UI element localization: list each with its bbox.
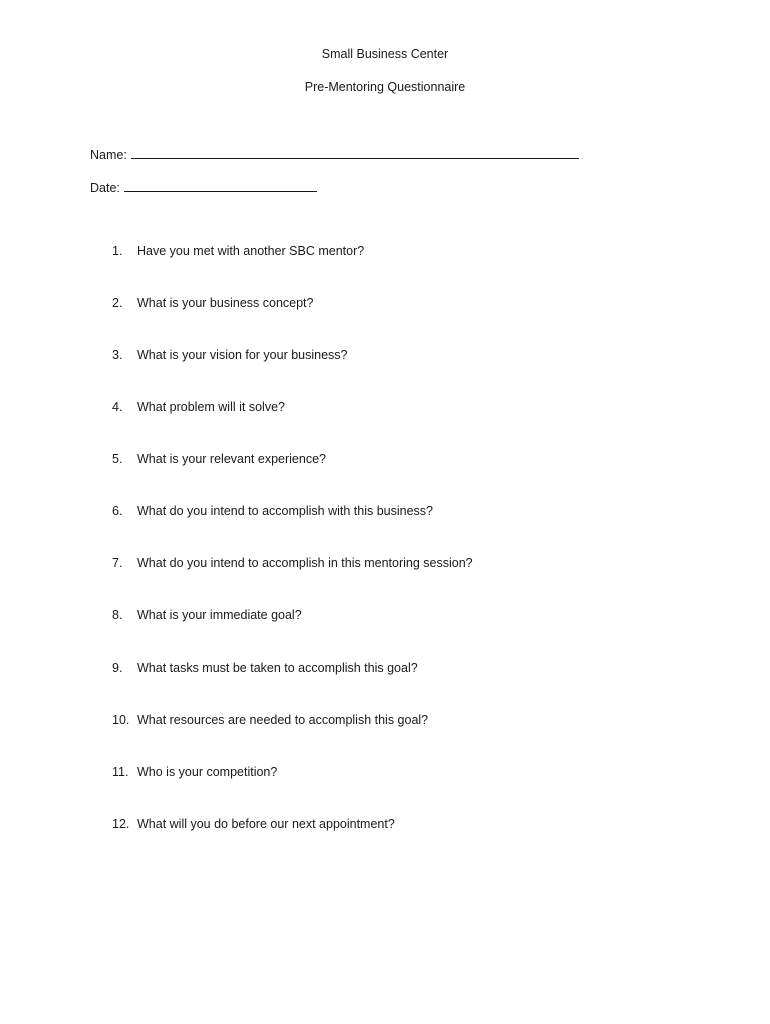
question-item (0, 400, 700, 420)
question-item (0, 817, 700, 837)
question-item (0, 452, 700, 472)
question-text: What is your relevant experience? (137, 452, 326, 466)
question-text: What is your immediate goal? (137, 608, 302, 622)
question-text: What do you intend to accomplish with this business? (137, 504, 433, 518)
question-text: What tasks must be taken to accomplish this goal? (137, 661, 418, 675)
question-item (0, 244, 700, 264)
question-text: What problem will it solve? (137, 400, 285, 414)
document-title: Small Business Center (321, 47, 449, 61)
question-number: 1. (112, 244, 123, 258)
question-text: Who is your competition? (137, 765, 278, 779)
question-text: What do you intend to accomplish in this mentoring session? (137, 556, 473, 570)
date-label: Date: (90, 181, 120, 195)
name-field (90, 146, 579, 162)
date-field (90, 179, 317, 195)
question-item (0, 504, 700, 524)
name-blank-line[interactable] (131, 146, 579, 159)
question-item (0, 556, 700, 576)
question-number: 7. (112, 556, 123, 570)
question-text: Have you met with another SBC mentor? (137, 244, 365, 258)
question-number: 10. (112, 713, 130, 727)
question-item (0, 713, 700, 733)
question-number: 12. (112, 817, 130, 831)
question-number: 9. (112, 661, 123, 675)
question-text: What is your vision for your business? (137, 348, 348, 362)
name-label: Name: (90, 148, 127, 162)
question-text: What resources are needed to accomplish this goal? (137, 713, 429, 727)
question-item (0, 348, 700, 368)
question-item (0, 765, 700, 785)
question-number: 2. (112, 296, 123, 310)
document-subtitle: Pre-Mentoring Questionnaire (304, 80, 466, 94)
question-text: What is your business concept? (137, 296, 314, 310)
question-number: 4. (112, 400, 123, 414)
question-item (0, 608, 700, 628)
question-item (0, 661, 700, 681)
question-item (0, 296, 700, 316)
question-number: 8. (112, 608, 123, 622)
date-blank-line[interactable] (124, 179, 317, 192)
question-number: 11. (112, 765, 129, 779)
question-number: 3. (112, 348, 123, 362)
question-number: 6. (112, 504, 123, 518)
question-number: 5. (112, 452, 123, 466)
question-text: What will you do before our next appointment? (137, 817, 395, 831)
